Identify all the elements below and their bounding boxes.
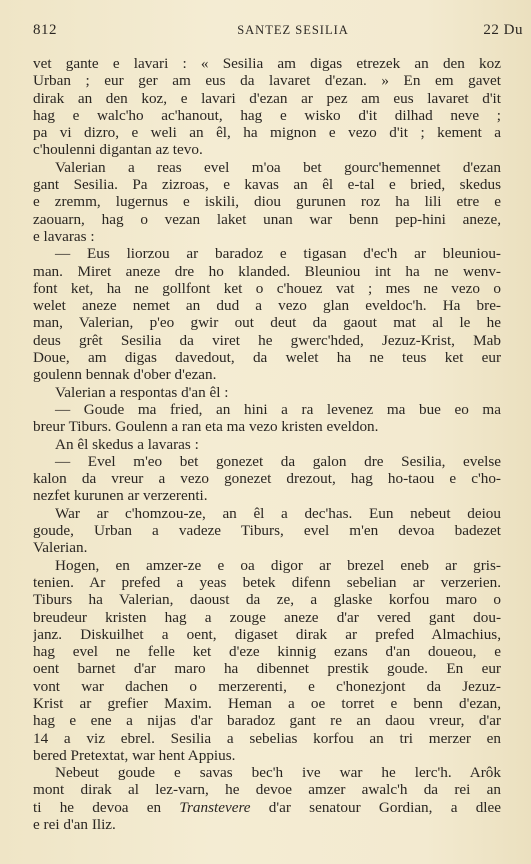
signature-mark: 22 Du xyxy=(483,22,523,38)
text-line: oent barnet d'ar maro ha dibennet prestik goude. En eur xyxy=(33,660,501,678)
text-line: Valerian a reas evel m'oa bet gourc'hemennet d'ezan xyxy=(55,158,501,176)
text-line: Hogen, en amzer-ze e oa digor ar brezel eneb ar gris- xyxy=(55,556,501,574)
text-line: Doue, am digas davedout, da welet ha ne teus ket eur xyxy=(33,349,501,367)
text-line: Urban ; eur ger am eus da lavaret d'ezan. » En em gavet xyxy=(33,72,501,90)
text-line: janz. Diskuilhet a oent, digaset dirak ar prefed Almachius, xyxy=(33,625,501,643)
page-body-text xyxy=(33,55,501,833)
text-line: Tiburs ha Valerian, daoust da ze, a glaske korfou maro o xyxy=(33,591,501,609)
text-line: deus grêt Sesilia da viret he gwerc'hded, Jezuz-Krist, Mab xyxy=(33,331,501,349)
text-line: ti he devoa en Transtevere d'ar senatour Gordian, a dlee xyxy=(33,798,501,816)
text-line: hag evel ne felle ket d'eze kinnig ezans d'an doueou, e xyxy=(33,643,501,661)
text-line: gant Sesilia. Pa zizroas, e kavas an êl e-tal e bried, skedus xyxy=(33,176,501,194)
text-line: dirak an den koz, e lavari d'ezan ar pez am eus lavaret d'it xyxy=(33,89,501,107)
text-line: Valerian a respontas d'an êl : xyxy=(55,383,229,401)
text-line: 14 a viz ebrel. Sesilia a sebelias korfou an tri merzer en xyxy=(33,729,501,747)
text-line: mont dirak al lez-varn, he devoe amzer awalc'h da rei an xyxy=(33,781,501,799)
text-line: pa vi dizro, e weli an êl, ha mignon e vezo d'it ; kement a xyxy=(33,124,501,142)
text-line: Nebeut goude e savas bec'h ive war he lerc'h. Arôk xyxy=(55,764,501,782)
text-line: goulenn bennak d'ober d'ezan. xyxy=(33,366,217,384)
text-line: goude, Urban a vadeze Tiburs, evel m'en devoa badezet xyxy=(33,522,501,540)
page-header xyxy=(33,22,523,42)
text-line: e lavaras : xyxy=(33,227,95,245)
running-title: SANTEZ SESILIA xyxy=(237,23,349,37)
text-line: — Eus liorzou ar baradoz e tigasan d'ec'h ar bleuniou- xyxy=(55,245,501,263)
text-line: An êl skedus a lavaras : xyxy=(55,435,199,453)
text-line: vont war dachen o merzerenti, e c'honezjont da Jezuz- xyxy=(33,677,501,695)
text-line: nezfet kurunen ar verzerenti. xyxy=(33,487,208,505)
text-line: tenien. Ar prefed a yeas betek difenn sebelian ar verzerien. xyxy=(33,573,501,591)
text-line: man, Valerian, p'eo gwir out deut da gaout mat al le he xyxy=(33,314,501,332)
text-line: e zremm, lugernus e iskili, diou gurunen roz ha lili etre e xyxy=(33,193,501,211)
text-line: — Goude ma fried, an hini a ra levenez ma bue eo ma xyxy=(55,400,501,418)
text-line: hag e walc'ho ac'hanout, hag e wisko d'it dilhad neve ; xyxy=(33,106,501,124)
text-line: breur Tiburs. Goulenn a ran eta ma vezo kristen eveldon. xyxy=(33,418,379,436)
text-line: — Evel m'eo bet gonezet da galon dre Sesilia, evelse xyxy=(55,452,501,470)
text-line: War ar c'homzou-ze, an êl a dec'has. Eun nebeut deiou xyxy=(55,504,501,522)
text-line: zaouarn, hag o vezan laket unan war benn pep-hini aneze, xyxy=(33,210,501,228)
text-line: man. Miret aneze dre ho klanded. Bleuniou int ha ne wenv- xyxy=(33,262,501,280)
text-line: kalon da vreur a vezo gonezet drezout, hag ho-taou e c'ho- xyxy=(33,470,501,488)
italic-place-name: Transtevere xyxy=(179,798,251,816)
text-line: bered Pretextat, war hent Appius. xyxy=(33,746,236,764)
text-line: c'houlenni digantan az tevo. xyxy=(33,141,203,159)
text-line: font ket, ha ne gollfont ket o c'houez vat ; mes ne vezo o xyxy=(33,279,501,297)
page-number: 812 xyxy=(33,22,57,38)
text-line: vet gante e lavari : « Sesilia am digas etrezek an den koz xyxy=(33,55,501,72)
text-line: Krist ar grefier Maxim. Heman a oe torret e benn d'ezan, xyxy=(33,694,501,712)
text-line: breudeur kristen hag a zouge aneze d'ar vered gant dou- xyxy=(33,608,501,626)
text-line: Valerian. xyxy=(33,539,88,557)
text-line: hag e ene a nijas d'ar baradoz gant re an daou vreur, d'ar xyxy=(33,712,501,730)
text-line: e rei d'an Iliz. xyxy=(33,816,116,834)
text-line: welet aneze nemet an dud a vezo glan eveldoc'h. Ha bre- xyxy=(33,297,501,315)
